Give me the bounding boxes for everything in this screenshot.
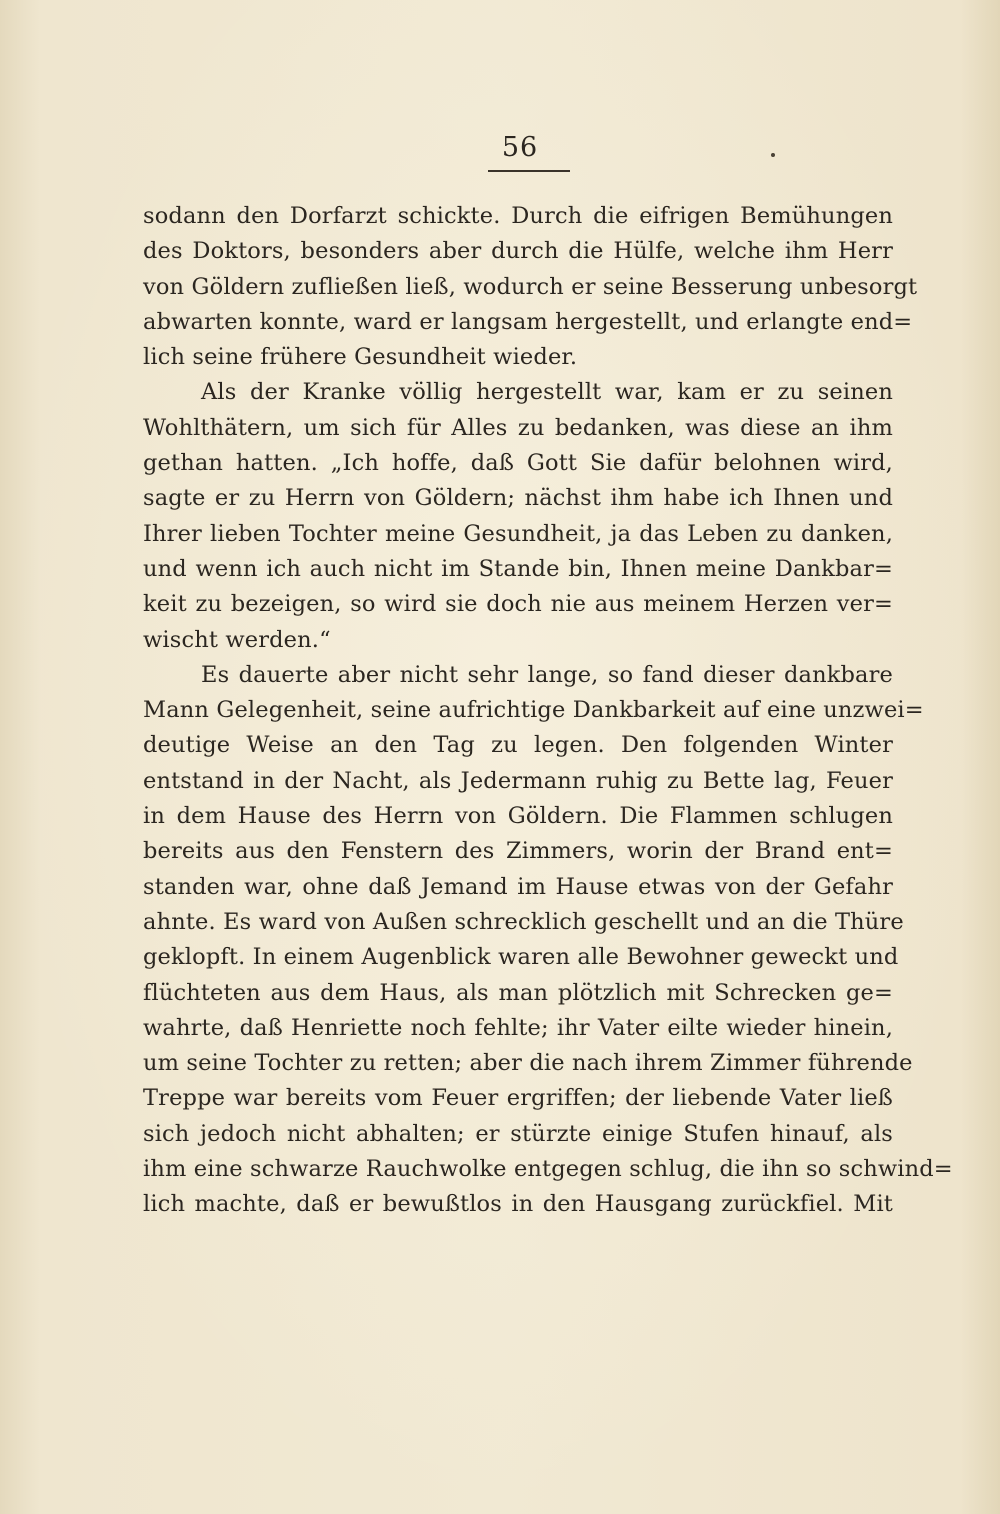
text-line: standen war, ohne daß Jemand im Hause etwas von der Gefahr bbox=[143, 873, 893, 900]
text-line: entstand in der Nacht, als Jedermann ruhig zu Bette lag, Feuer bbox=[143, 767, 893, 794]
body-text bbox=[143, 199, 953, 1223]
text-line: geklopft. In einem Augenblick waren alle Bewohner geweckt und bbox=[143, 944, 899, 971]
text-line: des Doktors, besonders aber durch die Hülfe, welche ihm Herr bbox=[143, 238, 893, 265]
text-line: abwarten konnte, ward er langsam hergestellt, und erlangte end= bbox=[143, 308, 913, 335]
text-line: in dem Hause des Herrn von Göldern. Die Flammen schlugen bbox=[143, 803, 893, 830]
text-line: keit zu bezeigen, so wird sie doch nie aus meinem Herzen ver= bbox=[143, 591, 893, 618]
text-line: wischt werden.“ bbox=[143, 626, 331, 653]
text-line: Wohlthätern, um sich für Alles zu bedanken, was diese an ihm bbox=[143, 414, 893, 441]
text-line: deutige Weise an den Tag zu legen. Den folgenden Winter bbox=[143, 732, 893, 759]
text-line: Ihrer lieben Tochter meine Gesundheit, ja das Leben zu danken, bbox=[143, 520, 893, 547]
text-line: und wenn ich auch nicht im Stande bin, Ihnen meine Dankbar= bbox=[143, 555, 893, 582]
text-line: gethan hatten. „Ich hoffe, daß Gott Sie dafür belohnen wird, bbox=[143, 450, 893, 477]
text-line: Es dauerte aber nicht sehr lange, so fand dieser dankbare bbox=[201, 661, 893, 688]
text-line: bereits aus den Fenstern des Zimmers, worin der Brand ent= bbox=[143, 838, 893, 865]
text-line: lich machte, daß er bewußtlos in den Hausgang zurückfiel. Mit bbox=[143, 1191, 893, 1218]
header-rule bbox=[488, 170, 570, 172]
text-line: Treppe war bereits vom Feuer ergriffen; der liebende Vater ließ bbox=[143, 1085, 893, 1112]
text-line: lich seine frühere Gesundheit wieder. bbox=[143, 344, 578, 371]
page-number: 56 bbox=[501, 132, 539, 163]
text-line: Mann Gelegenheit, seine aufrichtige Dankbarkeit auf eine unzwei= bbox=[143, 697, 924, 724]
text-line: flüchteten aus dem Haus, als man plötzlich mit Schrecken ge= bbox=[143, 979, 893, 1006]
text-line: um seine Tochter zu retten; aber die nach ihrem Zimmer führende bbox=[143, 1050, 913, 1077]
text-line: ahnte. Es ward von Außen schrecklich geschellt und an die Thüre bbox=[143, 908, 904, 935]
text-line: wahrte, daß Henriette noch fehlte; ihr Vater eilte wieder hinein, bbox=[143, 1014, 893, 1041]
text-line: sich jedoch nicht abhalten; er stürzte einige Stufen hinauf, als bbox=[143, 1120, 893, 1147]
text-line: sagte er zu Herrn von Göldern; nächst ihm habe ich Ihnen und bbox=[143, 485, 893, 512]
text-line: ihm eine schwarze Rauchwolke entgegen schlug, die ihn so schwind= bbox=[143, 1156, 953, 1183]
text-line: Als der Kranke völlig hergestellt war, kam er zu seinen bbox=[201, 379, 893, 406]
paper-speck bbox=[771, 153, 775, 157]
text-line: von Göldern zufließen ließ, wodurch er seine Besserung unbesorgt bbox=[143, 273, 918, 300]
text-line: sodann den Dorfarzt schickte. Durch die eifrigen Bemühungen bbox=[143, 203, 893, 229]
